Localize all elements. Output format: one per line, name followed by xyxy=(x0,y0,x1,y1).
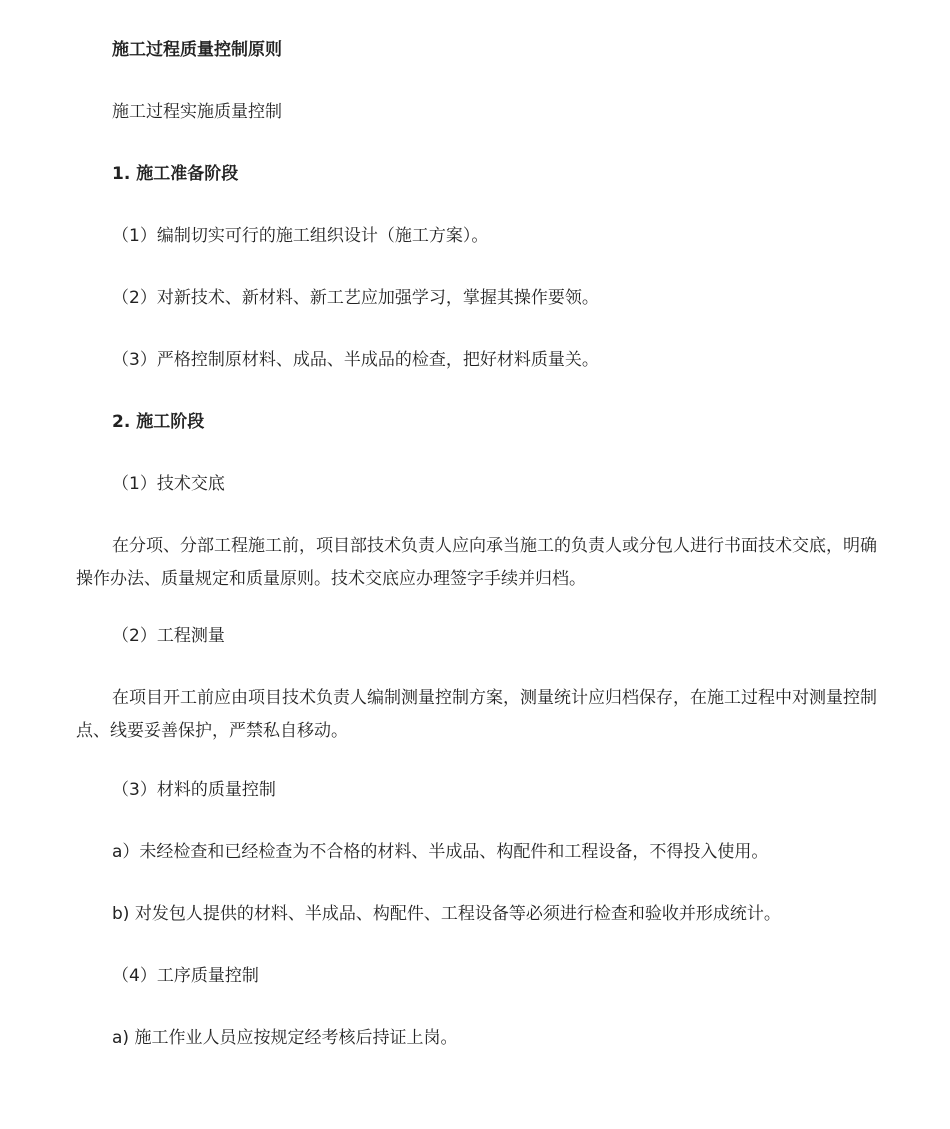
paragraph-technical-briefing: 在分项、分部工程施工前，项目部技术负责人应向承当施工的负责人或分包人进行书面技术交底，明确操作办法、质量规定和质量原则。技术交底应办理签字手续并归档。 xyxy=(76,536,877,589)
list-item-prep-1: （1）编制切实可行的施工组织设计（施工方案）。 xyxy=(112,226,489,246)
list-item-material-a: a）未经检查和已经检查为不合格的材料、半成品、构配件和工程设备，不得投入使用。 xyxy=(112,842,769,862)
subheading-process-control: （4）工序质量控制 xyxy=(112,966,259,986)
heading-quality-principles: 施工过程质量控制原则 xyxy=(112,40,282,60)
subheading-material-control: （3）材料的质量控制 xyxy=(112,780,276,800)
list-item-prep-2: （2）对新技术、新材料、新工艺应加强学习，掌握其操作要领。 xyxy=(112,288,599,308)
list-item-process-a: a) 施工作业人员应按规定经考核后持证上岗。 xyxy=(112,1028,458,1048)
list-item-material-b: b) 对发包人提供的材料、半成品、构配件、工程设备等必须进行检查和验收并形成统计。 xyxy=(112,904,781,924)
subheading-surveying: （2）工程测量 xyxy=(112,626,225,646)
heading-construction-stage: 2. 施工阶段 xyxy=(112,412,205,432)
subheading-technical-briefing: （1）技术交底 xyxy=(112,474,225,494)
heading-preparation-stage: 1. 施工准备阶段 xyxy=(112,164,239,184)
paragraph-surveying: 在项目开工前应由项目技术负责人编制测量控制方案，测量统计应归档保存，在施工过程中对测量控制点、线要妥善保护，严禁私自移动。 xyxy=(76,688,877,741)
paragraph-quality-control: 施工过程实施质量控制 xyxy=(112,102,282,122)
list-item-prep-3: （3）严格控制原材料、成品、半成品的检查，把好材料质量关。 xyxy=(112,350,599,370)
